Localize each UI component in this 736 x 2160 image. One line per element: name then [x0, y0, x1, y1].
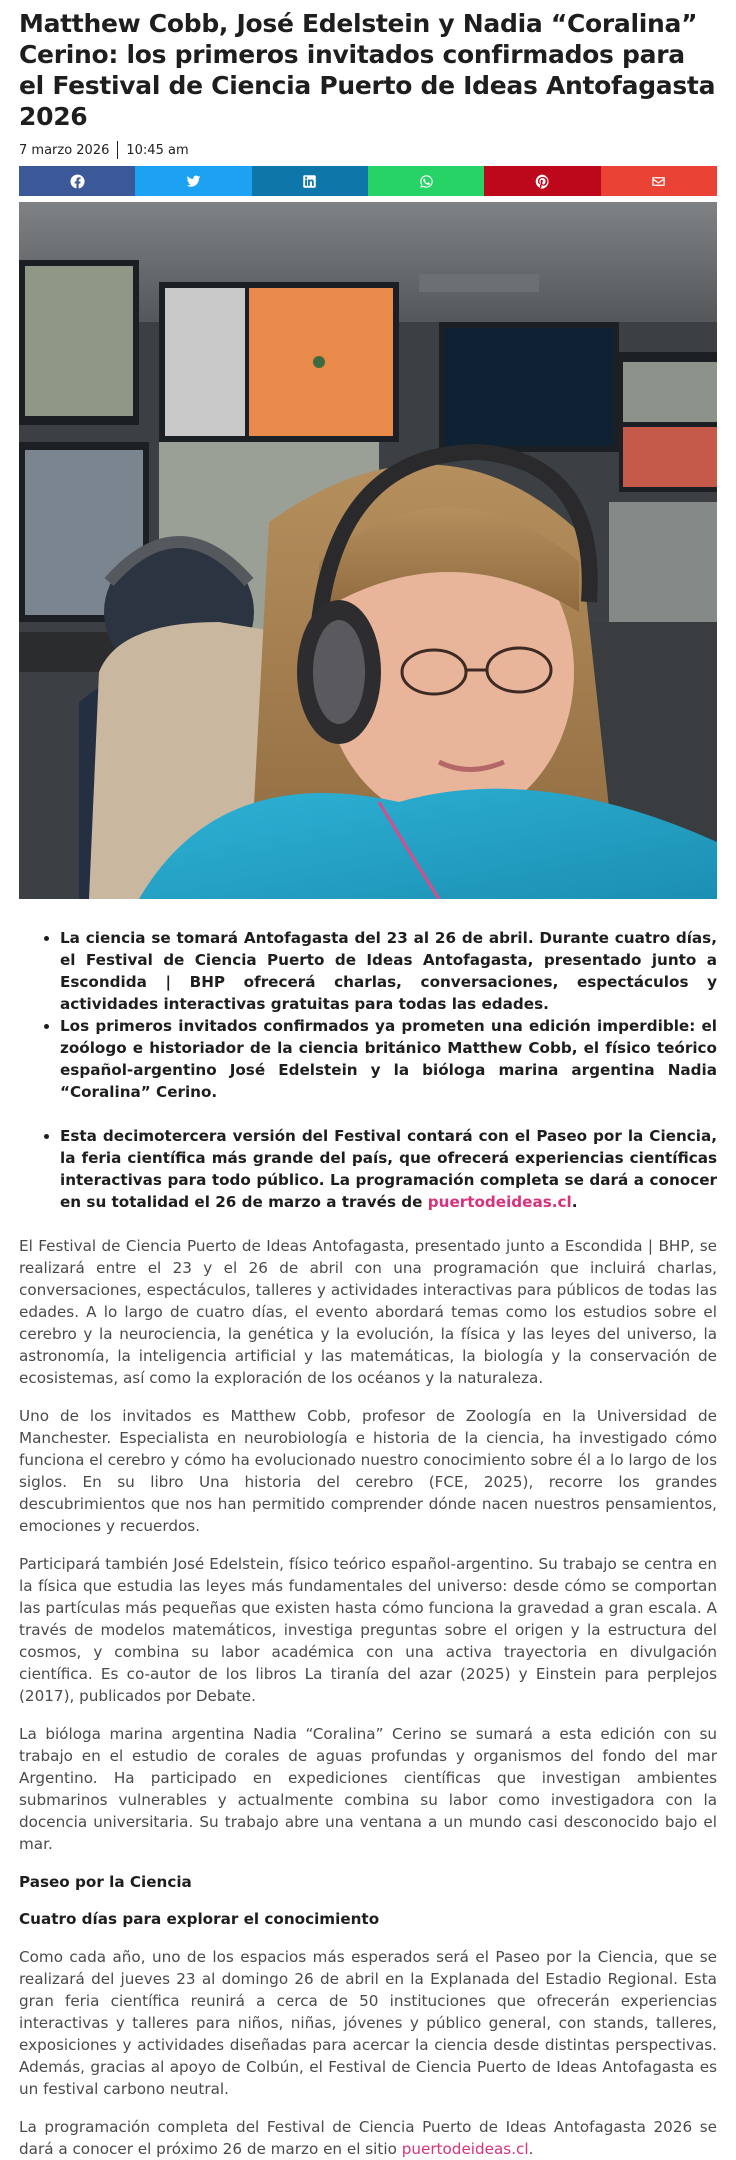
article-body: [19, 1235, 717, 2160]
highlights-list: [19, 927, 717, 1213]
highlight-end: .: [571, 1193, 578, 1211]
puertodeideas-link[interactable]: puertodeideas.cl: [427, 1193, 572, 1211]
paragraph: [19, 2116, 717, 2160]
pinterest-icon: [535, 174, 550, 189]
article-meta: [19, 140, 717, 160]
highlight-text: Esta decimotercera versión del Festival contará con el Paseo por la Ciencia, la feria científica más grande del país, que ofrecerá experiencias científicas interactivas para todo público. La programación completa se dará a conocer en su totalidad el 26 de marzo a través de: [60, 1127, 717, 1211]
share-twitter-button[interactable]: [135, 166, 251, 196]
whatsapp-icon: [419, 174, 434, 189]
share-linkedin-button[interactable]: [252, 166, 368, 196]
highlight-item: • Los primeros invitados confirmados ya prometen una edición imperdible: el zoólogo e historiador de la ciencia británico Matthew Cobb, el físico teórico español-argentino José Edelstein y la bióloga marina argentina Nadia “Coralina” Cerino.: [60, 1015, 717, 1103]
paragraph-end: .: [528, 2140, 534, 2158]
paragraph: El Festival de Ciencia Puerto de Ideas Antofagasta, presentado junto a Escondida | BHP, se realizará entre el 23 y el 26 de abril con una programación que incluirá charlas, conversaciones, espectáculos, talleres y actividades interactivas para públicos de todas las edades. A lo largo de cuatro días, el evento abordará temas como los estudios sobre el cerebro y la neurociencia, la genética y la evolución, la física y las leyes del universo, la astronomía, la inteligencia artificial y las matemáticas, la biología y la conservación de ecosistemas, así como la exploración de los océanos y la naturaleza.: [19, 1237, 717, 1387]
section-subheading: Cuatro días para explorar el conocimiento: [19, 1910, 380, 1928]
share-facebook-button[interactable]: [19, 166, 135, 196]
email-icon: [651, 174, 666, 189]
section-heading: Paseo por la Ciencia: [19, 1873, 192, 1891]
meta-divider: [117, 141, 118, 159]
paragraph: Como cada año, uno de los espacios más esperados será el Paseo por la Ciencia, que se realizará del jueves 23 al domingo 26 de abril en la Explanada del Estadio Regional. Esta gran feria científica reunirá a cerca de 50 instituciones que ofrecerán experiencias interactivas y talleres para niños, niñas, jóvenes y público general, con stands, talleres, exposiciones y actividades diseñadas para acercar la ciencia desde distintas perspectivas. Además, gracias al apoyo de Colbún, el Festival de Ciencia Puerto de Ideas Antofagasta es un festival carbono neutral.: [19, 1948, 717, 2098]
highlight-item: • La ciencia se tomará Antofagasta del 23 al 26 de abril. Durante cuatro días, el Festival de Ciencia Puerto de Ideas Antofagasta, presentado junto a Escondida | BHP ofrecerá charlas, conversaciones, espectáculos y actividades interactivas gratuitas para todas las edades.: [60, 927, 717, 1015]
paragraph: Uno de los invitados es Matthew Cobb, profesor de Zoología en la Universidad de Manchester. Especialista en neurobiología e historia de la ciencia, ha investigado cómo funciona el cerebro y cómo ha evolucionado nuestro conocimiento sobre él a lo largo de los siglos. En su libro Una historia del cerebro (FCE, 2025), recorre los grandes descubrimientos que nos han permitido comprender dónde nacen nuestros pensamientos, emociones y recuerdos.: [19, 1407, 717, 1535]
article-title: Matthew Cobb, José Edelstein y Nadia “Coralina” Cerino: los primeros invitados confirmados para el Festival de Ciencia Puerto de Ideas Antofagasta 2026: [19, 9, 716, 131]
share-pinterest-button[interactable]: [484, 166, 600, 196]
twitter-icon: [186, 174, 201, 189]
facebook-icon: [70, 174, 85, 189]
puertodeideas-link[interactable]: puertodeideas.cl: [401, 2140, 529, 2158]
paragraph-text: La programación completa del Festival de Ciencia Puerto de Ideas Antofagasta 2026 se dará a conocer el próximo 26 de marzo en el sitio: [19, 2118, 717, 2158]
share-email-button[interactable]: [601, 166, 717, 196]
article-time: 10:45 am: [126, 142, 189, 158]
article: [19, 8, 717, 2160]
paragraph: La bióloga marina argentina Nadia “Coralina” Cerino se sumará a esta edición con su trabajo en el estudio de corales de aguas profundas y organismos del fondo del mar Argentino. Ha participado en expediciones científicas que investigan ambientes submarinos vulnerables y actualmente combina su labor como investigadora con la docencia universitaria. Su trabajo abre una ventana a un mundo casi desconocido bajo el mar.: [19, 1725, 717, 1853]
paragraph: Participará también José Edelstein, físico teórico español-argentino. Su trabajo se centra en la física que estudia las leyes más fundamentales del universo: desde cómo se comportan las partículas más pequeñas que existen hasta cómo funciona la gravedad a gran escala. A través de modelos matemáticos, investiga preguntas sobre el origen y la estructura del cosmos, y combina su labor académica con una activa trayectoria en divulgación científica. Es co-autor de los libros La tiranía del azar (2025) y Einstein para perplejos (2017), publicados por Debate.: [19, 1555, 717, 1705]
share-bar: [19, 166, 717, 196]
share-whatsapp-button[interactable]: [368, 166, 484, 196]
control-room-selfie-image: [19, 202, 717, 899]
article-date: 7 marzo 2026: [19, 142, 110, 158]
article-photo: [19, 202, 717, 899]
highlight-item: [60, 1125, 717, 1213]
linkedin-icon: [302, 174, 317, 189]
